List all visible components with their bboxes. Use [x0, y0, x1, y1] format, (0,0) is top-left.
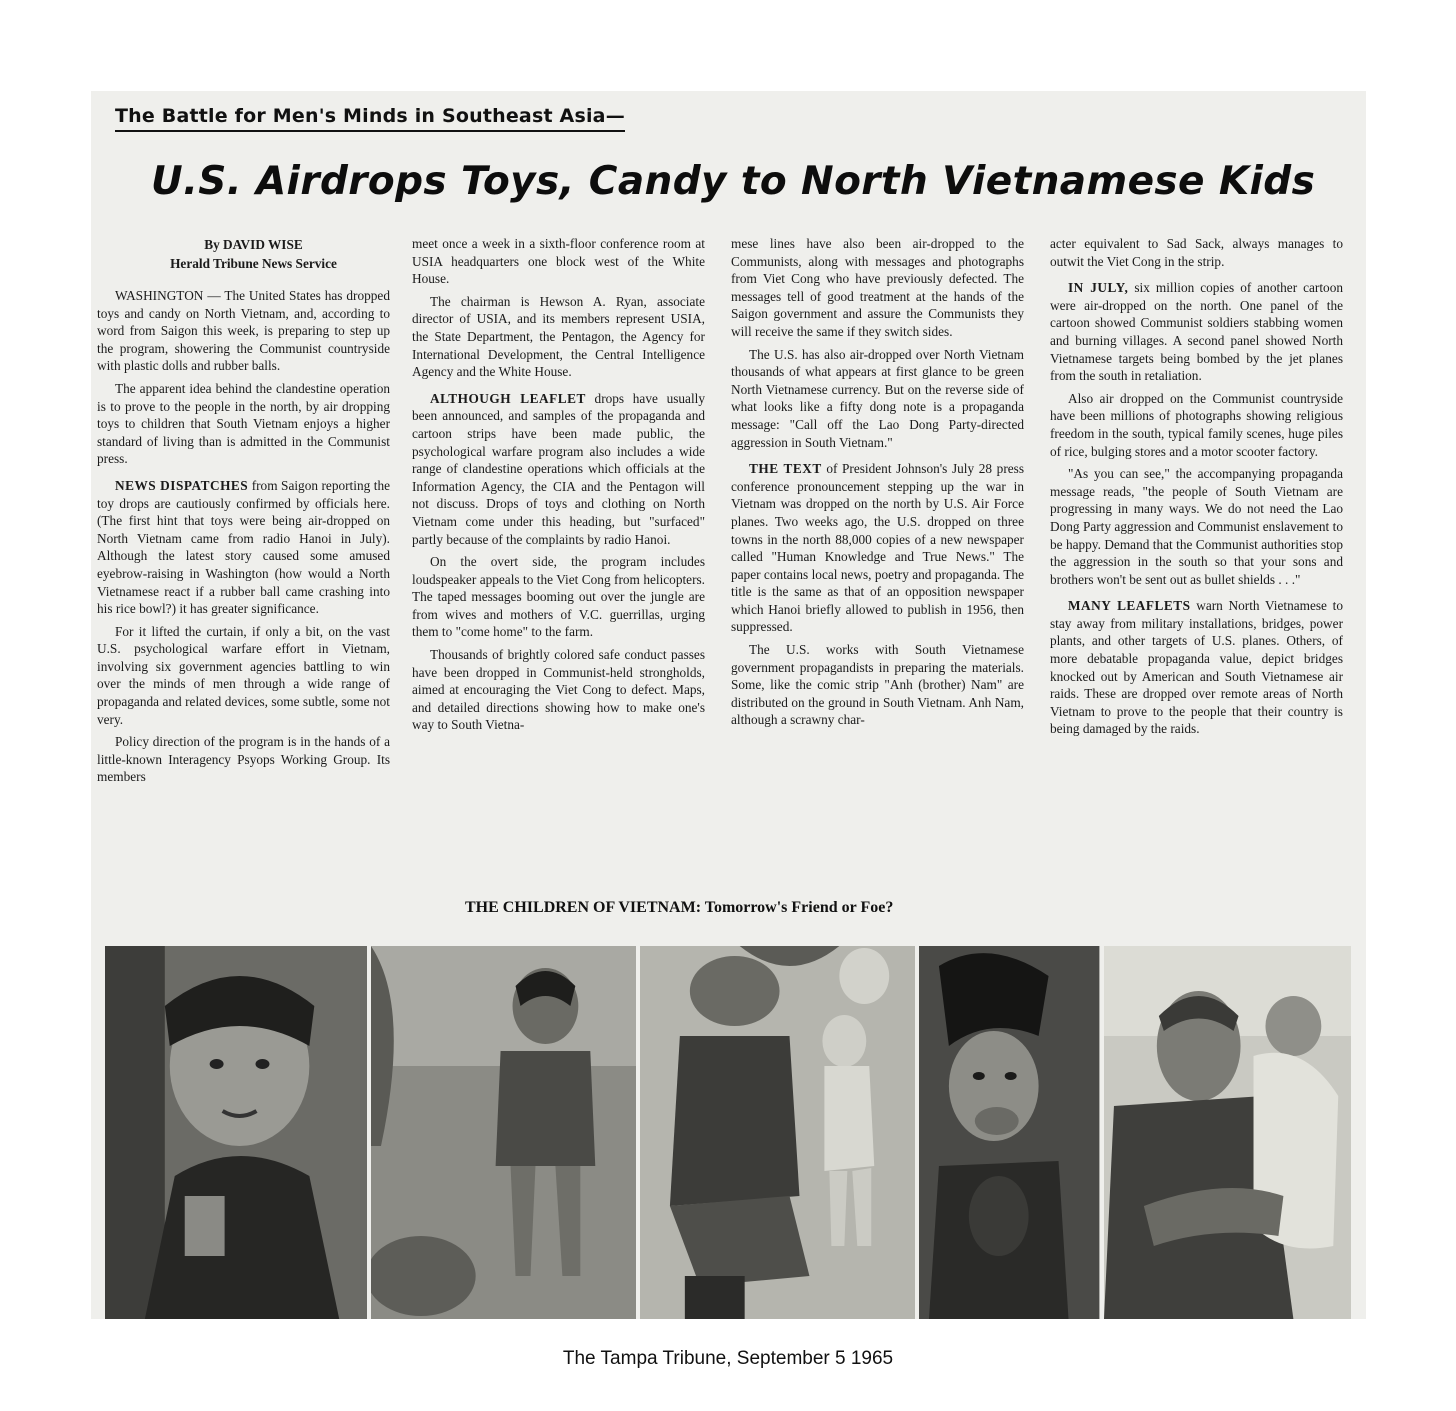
photo-child-hand-to-mouth — [919, 946, 1099, 1319]
paragraph: The U.S. has also air-dropped over North Vietnam thousands of what appears at first glance to be green North Vietnamese currency. But on the reverse side of what looks like a fifty dong note is a propaganda message: "Call off the Lao Dong Party-directed aggression in South Vietnam." — [731, 346, 1024, 450]
paragraph: "As you can see," the accompanying propaganda message reads, "the people of South Vietnam are progressing in many ways. We do not need the Lao Dong Party aggression and Communist enslavement to be happy. Demand that the Communist authorities stop the aggression in the south so that your sons and brothers won't be sent out as bullet shields . . ." — [1050, 466, 1343, 587]
byline-author: By DAVID WISE — [204, 237, 303, 252]
paragraph: WASHINGTON — The United States has dropped toys and candy on North Vietnam, and, according to word from Saigon this week, is preparing to step up the program, showering the Communist countryside with plastic dolls and rubber balls. — [97, 288, 390, 374]
paragraph: meet once a week in a sixth-floor conference room at USIA headquarters one block west of the White House. — [412, 236, 705, 287]
main-headline: U.S. Airdrops Toys, Candy to North Vietnamese Kids — [151, 159, 1316, 204]
source-caption: The Tampa Tribune, September 5 1965 — [562, 1348, 894, 1369]
dateline: WASHINGTON — [115, 288, 204, 303]
photo-standing-boy-image — [371, 946, 636, 1319]
paragraph: NEWS DISPATCHES from Saigon reporting the toy drops are cautiously confirmed by officials here. (The first hint that toys were being air-dropped on North Vietnam came from radio Hanoi in July). Although the latest story caused some amused eyebrow-raising in Washington (how would a North Vietnamese react if a rubber ball came crashing into his rice bowl?) it has greater significance. — [97, 477, 390, 617]
subhead-lead: NEWS DISPATCHES — [115, 477, 249, 493]
paragraph: MANY LEAFLETS warn North Vietnamese to stay away from military installations, bridges, power plants, and other targets of U.S. planes. Others, of more debatable propaganda value, depict bridges knocked out by American and South Vietnamese air raids. These are dropped over remote areas of North Vietnam to prove to the people that their country is being damaged by the raids. — [1050, 598, 1343, 737]
photo-child-hand-to-mouth-image — [919, 946, 1099, 1319]
paragraph: Policy direction of the program is in the hands of a little-known Interagency Psyops Working Group. Its members — [97, 734, 390, 785]
paragraph: THE TEXT of President Johnson's July 28 press conference pronouncement stepping up the war in Vietnam was dropped on the north by U.S. Air Force planes. Two weeks ago, the U.S. dropped on three towns in the north 88,000 copies of a new newspaper called "Human Knowledge and True News." The paper contains local news, poetry and propaganda. The title is the same as that of an opposition newspaper which Hanoi briefly allowed to publish in 1956, then suppressed. — [731, 461, 1024, 635]
photo-crying-child-image — [105, 946, 367, 1319]
paragraph: mese lines have also been air-dropped to the Communists, along with messages and photographs from Viet Cong who have previously defected. The messages tell of good treatment at the hands of the Saigon government and assure the Communists they will receive the same if they switch sides. — [731, 236, 1024, 339]
kicker-headline: The Battle for Men's Minds in Southeast Asia— — [115, 105, 625, 132]
paragraph: acter equivalent to Sad Sack, always manages to outwit the Viet Cong in the strip. — [1050, 236, 1343, 269]
photo-strip — [105, 946, 1351, 1319]
subhead-lead: THE TEXT — [749, 461, 822, 477]
paragraph: Thousands of brightly colored safe conduct passes have been dropped in Communist-held strongholds, aimed at encouraging the Viet Cong to defect. Maps, and detailed directions showing how to make one's way to South Vietna- — [412, 647, 705, 733]
subhead-lead: IN JULY, — [1068, 280, 1129, 296]
paragraph: The apparent idea behind the clandestine operation is to prove to the people in the north, by air dropping toys to children that South Vietnam enjoys a higher standard of living than is admitted in the Communist press. — [97, 380, 390, 467]
article-column-3 — [731, 235, 1024, 729]
article-column-4 — [1050, 235, 1343, 738]
byline — [117, 235, 390, 273]
newspaper-clipping — [91, 91, 1366, 1319]
paragraph: On the overt side, the program includes loudspeaker appeals to the Viet Cong from helicopters. The taped messages booming out over the jungle are from wives and mothers of V.C. guerrillas, urging them to "come home" to the farm. — [412, 554, 705, 640]
photo-soldier-with-toddler-image — [640, 946, 915, 1319]
paragraph: ALTHOUGH LEAFLET drops have usually been announced, and samples of the propaganda and cartoon strips have been made public, the psychological warfare program also includes a wide range of clandestine operations which officials at the Information Agency, the CIA and the Pentagon will not discuss. Drops of toys and clothing on North Vietnam come under this heading, but "surfaced" partly because of the complaints by radio Hanoi. — [412, 390, 705, 547]
paragraph: The chairman is Hewson A. Ryan, associate director of USIA, and its members represent USIA, the State Department, the Pentagon, the Agency for International Development, the Central Intelligence Agency and the White House. — [412, 293, 705, 380]
photo-standing-boy — [371, 946, 636, 1319]
photo-soldier-holding-baby — [1104, 946, 1351, 1319]
subhead-lead: ALTHOUGH LEAFLET — [430, 390, 586, 406]
photo-caption: THE CHILDREN OF VIETNAM: Tomorrow's Friend or Foe? — [465, 899, 894, 916]
paragraph: Also air dropped on the Communist countryside have been millions of photographs showing religious freedom in the south, typical family scenes, huge piles of rice, bulging stores and a motor scooter factory. — [1050, 390, 1343, 459]
paragraph: For it lifted the curtain, if only a bit, on the vast U.S. psychological warfare effort in Vietnam, involving six government agencies battling to win over the minds of men through a wide range of propaganda and related devices, some subtle, some not very. — [97, 623, 390, 727]
article-column-1 — [97, 235, 390, 786]
photo-soldier-with-toddler — [640, 946, 915, 1319]
paragraph: The U.S. works with South Vietnamese government propagandists in preparing the materials. Some, like the comic strip "Anh (brother) Nam" are distributed on the ground in South Vietnam. Anh Nam, although a scrawny char- — [731, 642, 1024, 728]
article-column-2 — [412, 235, 705, 734]
paragraph: IN JULY, six million copies of another cartoon were air-dropped on the north. One panel of the cartoon showed Communist soldiers stabbing women and burning villages. A second panel showed North Vietnamese targets being bombed by the jet planes from the south in retaliation. — [1050, 280, 1343, 384]
photo-crying-child — [105, 946, 367, 1319]
byline-service: Herald Tribune News Service — [170, 256, 337, 271]
photo-soldier-holding-baby-image — [1104, 946, 1351, 1319]
subhead-lead: MANY LEAFLETS — [1068, 598, 1191, 614]
